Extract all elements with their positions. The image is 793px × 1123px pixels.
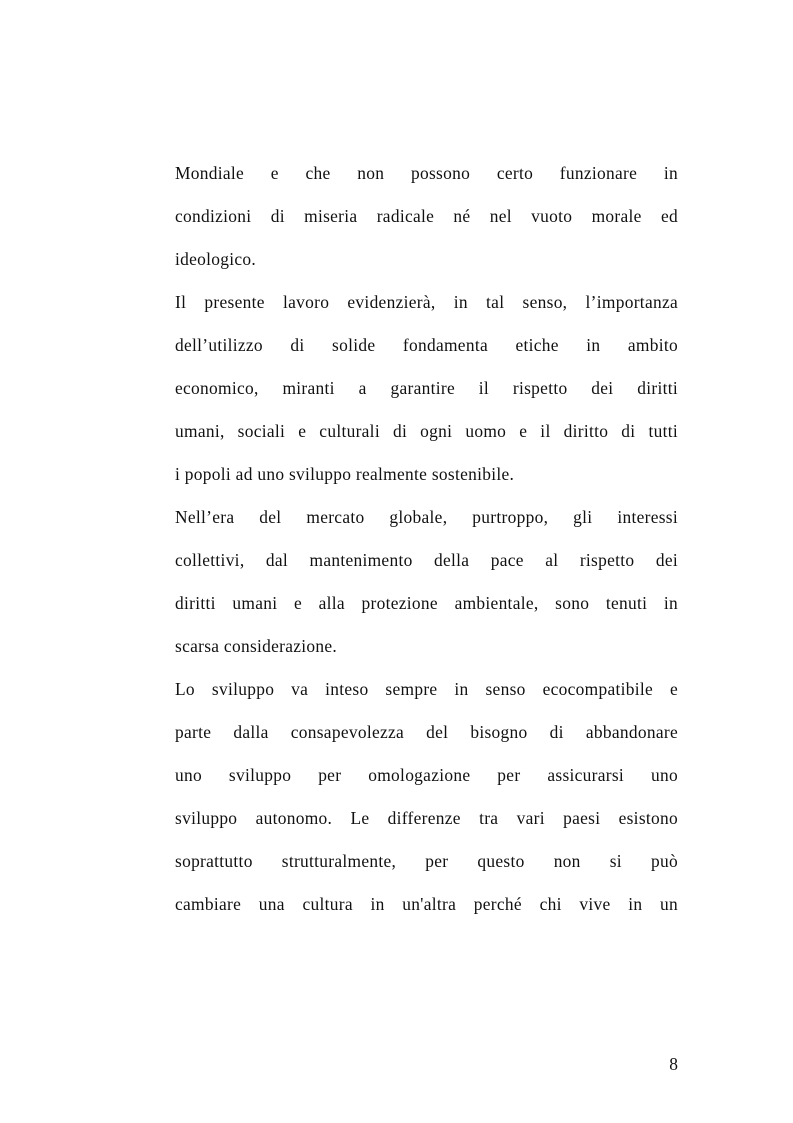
text-line: diritti umani e alla protezione ambientale, sono tenuti in [175, 593, 678, 613]
text-line: cambiare una cultura in un'altra perché chi vive in un [175, 894, 678, 914]
text-line: collettivi, dal mantenimento della pace al rispetto dei [175, 550, 678, 570]
body-text [175, 152, 678, 926]
text-line: scarsa considerazione. [175, 636, 338, 656]
text-line: Il presente lavoro evidenzierà, in tal senso, l’importanza [175, 292, 678, 312]
text-line: economico, miranti a garantire il rispetto dei diritti [175, 378, 678, 398]
text-line: Mondiale e che non possono certo funzionare in [175, 163, 678, 183]
text-line: Lo sviluppo va inteso sempre in senso ecocompatibile e [175, 679, 678, 699]
text-line: parte dalla consapevolezza del bisogno di abbandonare [175, 722, 678, 742]
text-line: condizioni di miseria radicale né nel vuoto morale ed [175, 206, 678, 226]
text-line: i popoli ad uno sviluppo realmente sostenibile. [175, 464, 515, 484]
text-line: sviluppo autonomo. Le differenze tra vari paesi esistono [175, 808, 678, 828]
text-line: uno sviluppo per omologazione per assicurarsi uno [175, 765, 678, 785]
text-line: dell’utilizzo di solide fondamenta etiche in ambito [175, 335, 678, 355]
text-line: ideologico. [175, 249, 257, 269]
text-line: Nell’era del mercato globale, purtroppo, gli interessi [175, 507, 678, 527]
page-number: 8 [669, 1054, 678, 1074]
text-line: soprattutto strutturalmente, per questo non si può [175, 851, 678, 871]
text-line: umani, sociali e culturali di ogni uomo e il diritto di tutti [175, 421, 678, 441]
